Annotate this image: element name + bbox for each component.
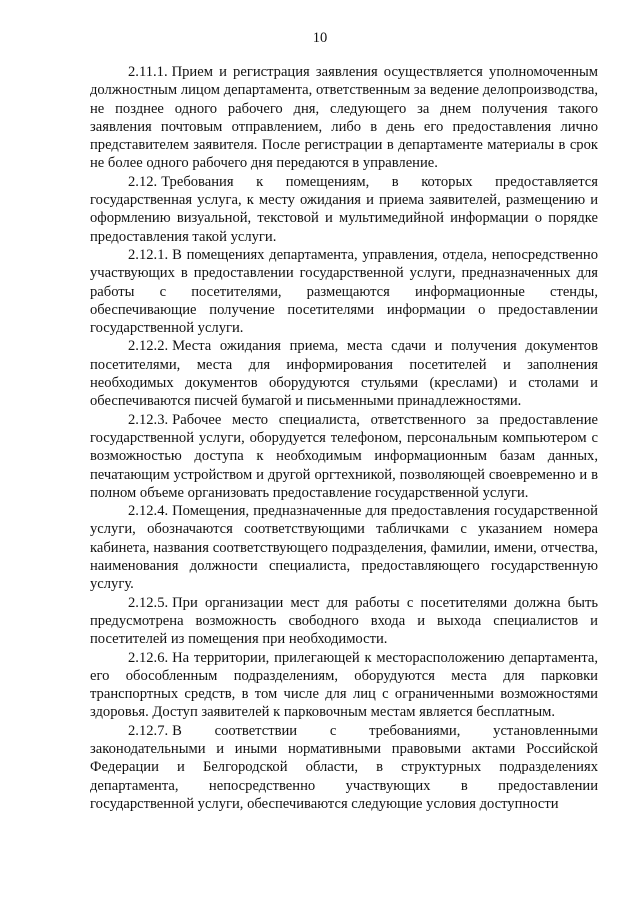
paragraph-number: 2.12.3. [128, 411, 169, 428]
paragraph-2-12-6 [90, 649, 598, 722]
paragraph-text: Рабочее место специалиста, ответственного за предоставление государственной услуги, оборудуется телефоном, персональным компьютером с возможностью доступа к необходимым информационным базам данных, печатающим устройством и другой оргтехникой, позволяющей своевременно и в полном объеме организовать предоставление государственной услуги. [90, 411, 598, 501]
paragraph-text: Места ожидания приема, места сдачи и получения документов посетителями, места для информирования посетителей и заполнения необходимых документов оборудуются стульями (креслами) и столами и обеспечиваются писчей бумагой и письменными принадлежностями. [90, 338, 598, 410]
paragraph-text: Требования к помещениям, в которых предоставляется государственная услуга, к месту ожидания и приема заявителей, размещению и оформлению визуальной, текстовой и мультимедийной информации о порядке предоставления такой услуги. [90, 173, 598, 245]
paragraph-number: 2.12. [128, 173, 158, 190]
paragraph-number: 2.11.1. [128, 64, 168, 80]
paragraph-2-12-5 [90, 594, 598, 649]
paragraph-text: Прием и регистрация заявления осуществляется уполномоченным должностным лицом департамента, ответственным за ведение делопроизводства, не позднее одного рабочего дня, следующего за днем получения такого заявления почтовым отправлением, либо в день его предоставления лично представителем заявителя. После регистрации в департаменте материалы в срок не более одного рабочего дня передаются в управление. [90, 64, 598, 172]
paragraph-2-12-4 [90, 502, 598, 593]
paragraph-number: 2.12.2. [128, 338, 169, 355]
paragraph-text: Помещения, предназначенные для предоставления государственной услуги, обозначаются соответствующими табличками с указанием номера кабинета, названия соответствующего подразделения, фамилии, имени, отчества, наименования должности специалиста, предоставляющего государственную услугу. [90, 503, 598, 593]
paragraph-text: При организации мест для работы с посетителями должна быть предусмотрена возможность свободного входа и выхода специалистов и посетителей из помещения при необходимости. [90, 594, 598, 648]
paragraph-2-12-7 [90, 722, 598, 813]
paragraph-number: 2.12.4. [128, 503, 169, 520]
paragraph-text: В помещениях департамента, управления, отдела, непосредственно участвующих в предоставлении государственной услуги, предназначенных для работы с посетителями, размещаются информационные стенды, обеспечивающие получение посетителями информации о предоставлении государственной услуги. [90, 246, 598, 337]
paragraph-number: 2.12.6. [128, 649, 169, 666]
paragraph-number: 2.12.5. [128, 594, 169, 611]
paragraph-2-11-1 [90, 63, 598, 173]
paragraph-2-12-2 [90, 337, 598, 410]
paragraph-2-12 [90, 173, 598, 246]
paragraph-number: 2.12.7. [128, 722, 169, 739]
paragraph-text: В соответствии с требованиями, установленными законодательными и иными нормативными правовыми актами Российской Федерации и Белгородской области, в структурных подразделениях департамента, непосредственно участвующих в предоставлении государственной услуги, обеспечиваются следующие условия доступности [90, 722, 598, 812]
paragraph-2-12-1 [90, 246, 598, 337]
paragraph-text: На территории, прилегающей к месторасположению департамента, его обособленным подразделениям, оборудуются места для парковки транспортных средств, в том числе для лиц с ограниченными возможностями здоровья. Доступ заявителей к парковочным местам является бесплатным. [90, 649, 598, 721]
paragraph-2-12-3 [90, 411, 598, 502]
paragraph-number: 2.12.1. [128, 246, 169, 263]
document-body [90, 63, 598, 813]
page-number: 10 [312, 30, 328, 46]
